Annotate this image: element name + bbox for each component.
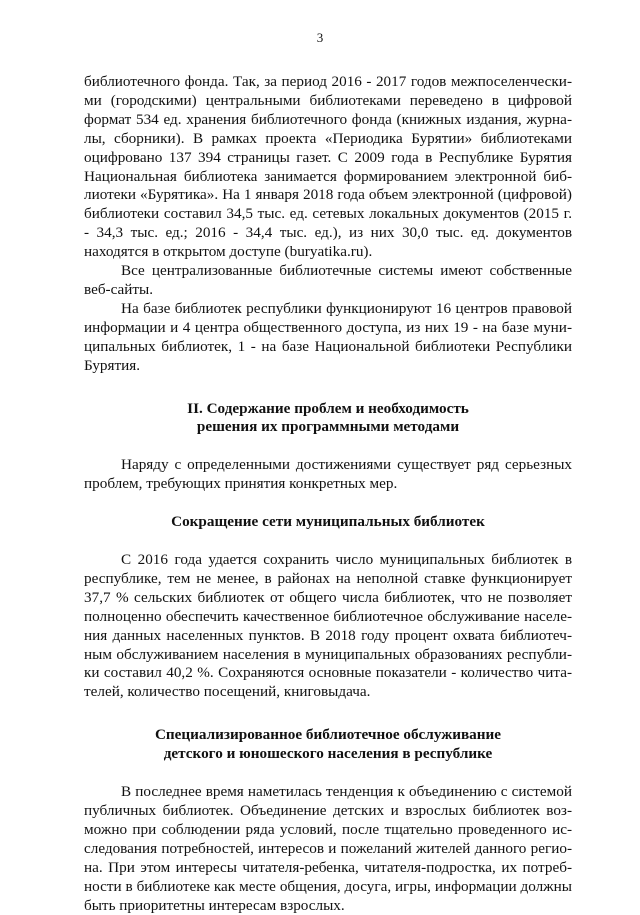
paragraph-websites: Все централизованные библиотечные системы имеют собственные веб-сайты. — [84, 262, 572, 298]
paragraph-children-service: В последнее время наметилась тенденция к объединению с системой публичных библиотек. Объединение детских и взрослых библиотек возможно при соблюдении ряда условий, после тщательно проведенного исследования потребностей, интересов и пожеланий жителей данного региона. При этом интересы читателя-ребенка, читателя-подростка, их потребности в библиотеке как месте общения, досуга, игры, информации должны быть приоритетны интересам взрослых. — [84, 783, 572, 914]
paragraph-digitization: библиотечного фонда. Так, за период 2016 - 2017 годов межпоселенческими (городскими) центральными библиотеками переведено в цифровой формат 534 ед. хранения библиотечного фонда (книжных издания, журналы, сборники). В рамках проекта «Периодика Бурятии» библиотеками оцифровано 137 394 страницы газет. С 2009 года в Республике Бурятия Национальная библиотека занимается формированием электронной библиотеки «Бурятика». На 1 января 2018 года объем электронной (цифровой) библиотеки составил 34,5 тыс. ед. сетевых локальных документов (2015 г. - 34,3 тыс. ед.; 2016 - 34,4 тыс. ед.), из них 30,0 тыс. ед. документов находятся в открытом доступе (buryatika.ru). — [84, 73, 572, 261]
subheading-network-reduction: Сокращение сети муниципальных библиотек — [171, 513, 485, 531]
paragraph-legal-info-centers: На базе библиотек республики функционируют 16 центров правовой информации и 4 центра общественного доступа, из них 19 - на базе муниципальных библиотек, 1 - на базе Национальной библиотеки Республики Бурятия. — [84, 299, 572, 374]
subheading-children-service-line-1: Специализированное библиотечное обслуживание — [154, 726, 502, 744]
section-heading-problems-line-1: II. Содержание проблем и необходимость — [187, 399, 469, 417]
paragraph-network-reduction: С 2016 года удается сохранить число муниципальных библиотек в республике, тем не менее, в районах на неполной ставке функционирует 37,7 % сельских библиотек от общего числа библиотек, что не позволяет полноценно обеспечить качественное библиотечное обслуживание населения данных населенных пунктов. В 2018 году процент охвата библиотечным обслуживанием населения в муниципальных образованиях республики составил 40,2 %. Сохраняются основные показатели - количество читателей, количество посещений, книговыдача. — [84, 551, 572, 701]
page-number: 3 — [316, 30, 324, 45]
paragraph-problems-intro: Наряду с определенными достижениями существует ряд серьезных проблем, требующих принятия конкретных мер. — [84, 456, 572, 493]
section-heading-problems-line-2: решения их программными методами — [196, 418, 460, 436]
section-heading-problems — [84, 400, 572, 438]
subheading-children-service-line-2: детского и юношеского населения в республике — [163, 745, 493, 763]
subheading-children-service — [84, 726, 572, 764]
page-content — [84, 73, 572, 915]
